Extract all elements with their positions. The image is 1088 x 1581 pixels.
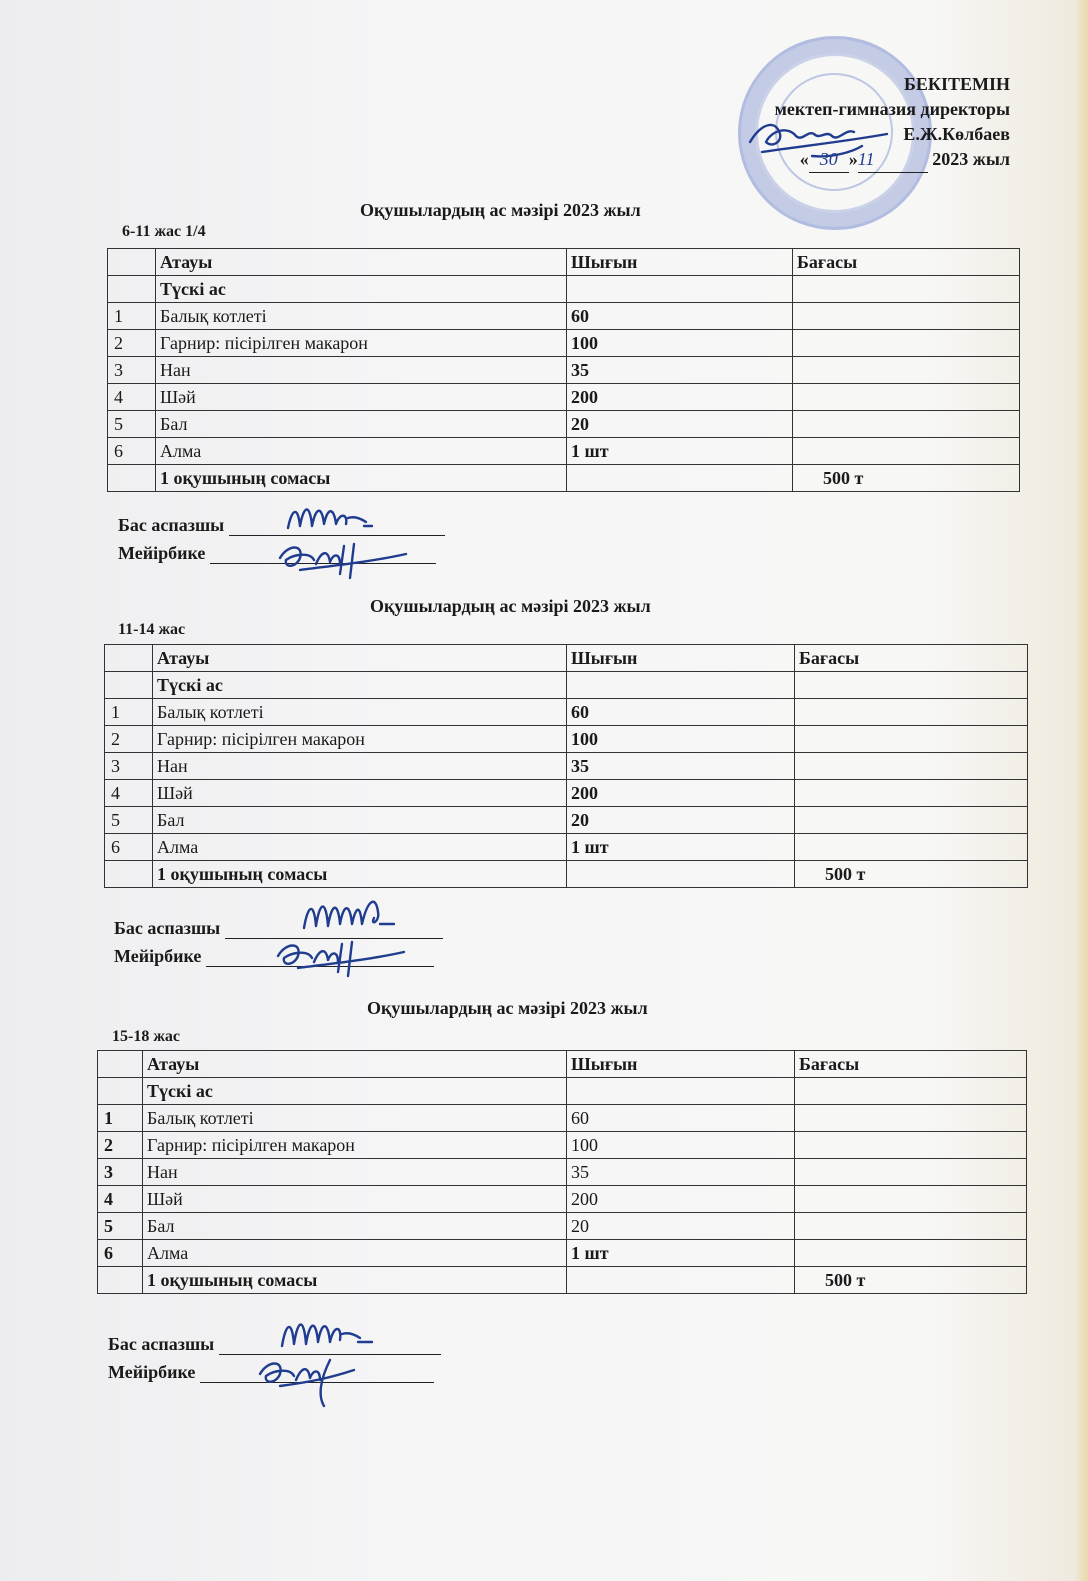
header-name: Атауы bbox=[153, 645, 567, 672]
header-price: Бағасы bbox=[795, 1051, 1027, 1078]
menu-table bbox=[107, 248, 1020, 492]
table-row bbox=[108, 438, 1020, 465]
header-name: Атауы bbox=[143, 1051, 567, 1078]
approval-date-open-quote: « bbox=[799, 149, 809, 169]
cell-empty bbox=[793, 276, 1020, 303]
approval-date-year: 2023 жыл bbox=[932, 149, 1010, 169]
table-row bbox=[98, 1240, 1027, 1267]
row-quantity: 100 bbox=[567, 330, 793, 357]
row-number: 1 bbox=[105, 699, 153, 726]
row-name: Алма bbox=[143, 1240, 567, 1267]
row-quantity: 1 шт bbox=[567, 438, 793, 465]
row-name: Алма bbox=[153, 834, 567, 861]
total-label: 1 оқушының сомасы bbox=[143, 1267, 567, 1294]
row-number: 5 bbox=[105, 807, 153, 834]
approval-name: Е.Ж.Көлбаев bbox=[903, 124, 1010, 144]
menu-title: Оқушылардың ас мәзірі 2023 жыл bbox=[367, 998, 648, 1018]
row-quantity: 200 bbox=[567, 1186, 795, 1213]
table-row bbox=[98, 1159, 1027, 1186]
row-price bbox=[795, 1159, 1027, 1186]
row-quantity: 35 bbox=[567, 357, 793, 384]
row-number: 5 bbox=[98, 1213, 143, 1240]
row-name: Нан bbox=[153, 753, 567, 780]
cell-empty bbox=[105, 672, 153, 699]
row-price bbox=[793, 330, 1020, 357]
cell-empty bbox=[98, 1267, 143, 1294]
row-name: Гарнир: пісірілген макарон bbox=[143, 1132, 567, 1159]
row-number: 2 bbox=[108, 330, 156, 357]
total-label: 1 оқушының сомасы bbox=[153, 861, 567, 888]
row-price bbox=[793, 438, 1020, 465]
row-number: 4 bbox=[105, 780, 153, 807]
row-name: Балық котлеті bbox=[156, 303, 567, 330]
total-price: 500 т bbox=[795, 1267, 1027, 1294]
row-price bbox=[795, 1105, 1027, 1132]
age-group: 6-11 жас 1/4 bbox=[122, 223, 206, 240]
menu-title: Оқушылардың ас мәзірі 2023 жыл bbox=[360, 200, 641, 220]
table-header-row bbox=[108, 249, 1020, 276]
nurse-label: Мейірбике bbox=[118, 543, 206, 563]
table-row bbox=[108, 384, 1020, 411]
cell-empty bbox=[567, 465, 793, 492]
table-row bbox=[108, 411, 1020, 438]
total-label: 1 оқушының сомасы bbox=[156, 465, 567, 492]
row-quantity: 1 шт bbox=[567, 834, 795, 861]
row-number: 4 bbox=[108, 384, 156, 411]
row-quantity: 60 bbox=[567, 1105, 795, 1132]
row-price bbox=[795, 780, 1028, 807]
row-quantity: 1 шт bbox=[567, 1240, 795, 1267]
row-number: 6 bbox=[105, 834, 153, 861]
age-group: 11-14 жас bbox=[118, 621, 186, 638]
row-price bbox=[795, 699, 1028, 726]
row-number: 1 bbox=[108, 303, 156, 330]
header-number bbox=[98, 1051, 143, 1078]
cook-label: Бас аспазшы bbox=[118, 515, 225, 535]
total-row bbox=[108, 465, 1020, 492]
row-quantity: 35 bbox=[567, 753, 795, 780]
nurse-signature bbox=[250, 1350, 360, 1410]
row-name: Бал bbox=[156, 411, 567, 438]
approval-date-close-quote: » bbox=[848, 149, 858, 169]
row-quantity: 20 bbox=[567, 411, 793, 438]
approval-position: мектеп-гимназия директоры bbox=[774, 99, 1010, 119]
section-label: Түскі ас bbox=[156, 276, 567, 303]
row-name: Балық котлеті bbox=[153, 699, 567, 726]
row-number: 6 bbox=[108, 438, 156, 465]
cell-empty bbox=[567, 672, 795, 699]
approval-date-month: 11 bbox=[858, 147, 928, 173]
row-price bbox=[795, 1132, 1027, 1159]
header-quantity: Шығын bbox=[567, 1051, 795, 1078]
row-name: Балық котлеті bbox=[143, 1105, 567, 1132]
row-quantity: 200 bbox=[567, 384, 793, 411]
director-signature bbox=[742, 112, 892, 172]
cell-empty bbox=[108, 465, 156, 492]
table-row bbox=[108, 330, 1020, 357]
paper-edge bbox=[1074, 0, 1088, 1581]
nurse-label: Мейірбике bbox=[108, 1362, 196, 1382]
header-price: Бағасы bbox=[795, 645, 1028, 672]
section-row bbox=[105, 672, 1028, 699]
header-number bbox=[105, 645, 153, 672]
row-name: Нан bbox=[156, 357, 567, 384]
table-row bbox=[98, 1132, 1027, 1159]
menu-table bbox=[97, 1050, 1027, 1294]
row-name: Алма bbox=[156, 438, 567, 465]
section-label: Түскі ас bbox=[143, 1078, 567, 1105]
row-price bbox=[795, 834, 1028, 861]
row-number: 5 bbox=[108, 411, 156, 438]
nurse-signature bbox=[268, 934, 408, 980]
row-name: Бал bbox=[153, 807, 567, 834]
row-number: 2 bbox=[98, 1132, 143, 1159]
cell-empty bbox=[108, 276, 156, 303]
row-quantity: 200 bbox=[567, 780, 795, 807]
row-price bbox=[793, 357, 1020, 384]
row-quantity: 100 bbox=[567, 726, 795, 753]
table-row bbox=[105, 753, 1028, 780]
row-quantity: 60 bbox=[567, 303, 793, 330]
row-name: Гарнир: пісірілген макарон bbox=[153, 726, 567, 753]
table-row bbox=[108, 357, 1020, 384]
row-name: Шәй bbox=[156, 384, 567, 411]
section-row bbox=[108, 276, 1020, 303]
row-number: 6 bbox=[98, 1240, 143, 1267]
cell-empty bbox=[567, 861, 795, 888]
total-price: 500 т bbox=[795, 861, 1028, 888]
table-header-row bbox=[105, 645, 1028, 672]
row-price bbox=[795, 1213, 1027, 1240]
row-quantity: 20 bbox=[567, 1213, 795, 1240]
approval-title: БЕКІТЕМІН bbox=[904, 74, 1010, 94]
row-price bbox=[793, 384, 1020, 411]
total-price: 500 т bbox=[793, 465, 1020, 492]
row-name: Шәй bbox=[153, 780, 567, 807]
cell-empty bbox=[98, 1078, 143, 1105]
row-quantity: 60 bbox=[567, 699, 795, 726]
row-price bbox=[793, 303, 1020, 330]
row-number: 4 bbox=[98, 1186, 143, 1213]
cell-empty bbox=[105, 861, 153, 888]
cell-empty bbox=[795, 1078, 1027, 1105]
header-price: Бағасы bbox=[793, 249, 1020, 276]
row-number: 2 bbox=[105, 726, 153, 753]
row-quantity: 35 bbox=[567, 1159, 795, 1186]
age-group: 15-18 жас bbox=[112, 1028, 181, 1045]
row-name: Нан bbox=[143, 1159, 567, 1186]
table-row bbox=[98, 1186, 1027, 1213]
row-price bbox=[795, 1240, 1027, 1267]
table-row bbox=[105, 780, 1028, 807]
header-quantity: Шығын bbox=[567, 249, 793, 276]
menu-title: Оқушылардың ас мәзірі 2023 жыл bbox=[370, 596, 651, 616]
approval-date-day: 30 bbox=[809, 147, 849, 173]
section-label: Түскі ас bbox=[153, 672, 567, 699]
total-row bbox=[98, 1267, 1027, 1294]
table-row bbox=[105, 834, 1028, 861]
section-row bbox=[98, 1078, 1027, 1105]
header-quantity: Шығын bbox=[567, 645, 795, 672]
row-name: Бал bbox=[143, 1213, 567, 1240]
table-row bbox=[108, 303, 1020, 330]
row-price bbox=[795, 1186, 1027, 1213]
cook-label: Бас аспазшы bbox=[108, 1334, 215, 1354]
row-price bbox=[795, 807, 1028, 834]
cook-label: Бас аспазшы bbox=[114, 918, 221, 938]
row-price bbox=[795, 753, 1028, 780]
nurse-label: Мейірбике bbox=[114, 946, 202, 966]
row-number: 1 bbox=[98, 1105, 143, 1132]
cell-empty bbox=[567, 276, 793, 303]
menu-table bbox=[104, 644, 1028, 888]
row-number: 3 bbox=[105, 753, 153, 780]
table-header-row bbox=[98, 1051, 1027, 1078]
nurse-signature bbox=[270, 534, 410, 582]
cell-empty bbox=[567, 1267, 795, 1294]
table-row bbox=[98, 1213, 1027, 1240]
table-row bbox=[105, 699, 1028, 726]
row-price bbox=[795, 726, 1028, 753]
row-number: 3 bbox=[108, 357, 156, 384]
cell-empty bbox=[567, 1078, 795, 1105]
row-price bbox=[793, 411, 1020, 438]
row-quantity: 20 bbox=[567, 807, 795, 834]
row-name: Шәй bbox=[143, 1186, 567, 1213]
table-row bbox=[105, 726, 1028, 753]
header-name: Атауы bbox=[156, 249, 567, 276]
total-row bbox=[105, 861, 1028, 888]
row-quantity: 100 bbox=[567, 1132, 795, 1159]
cell-empty bbox=[795, 672, 1028, 699]
table-row bbox=[98, 1105, 1027, 1132]
row-name: Гарнир: пісірілген макарон bbox=[156, 330, 567, 357]
table-row bbox=[105, 807, 1028, 834]
row-number: 3 bbox=[98, 1159, 143, 1186]
header-number bbox=[108, 249, 156, 276]
